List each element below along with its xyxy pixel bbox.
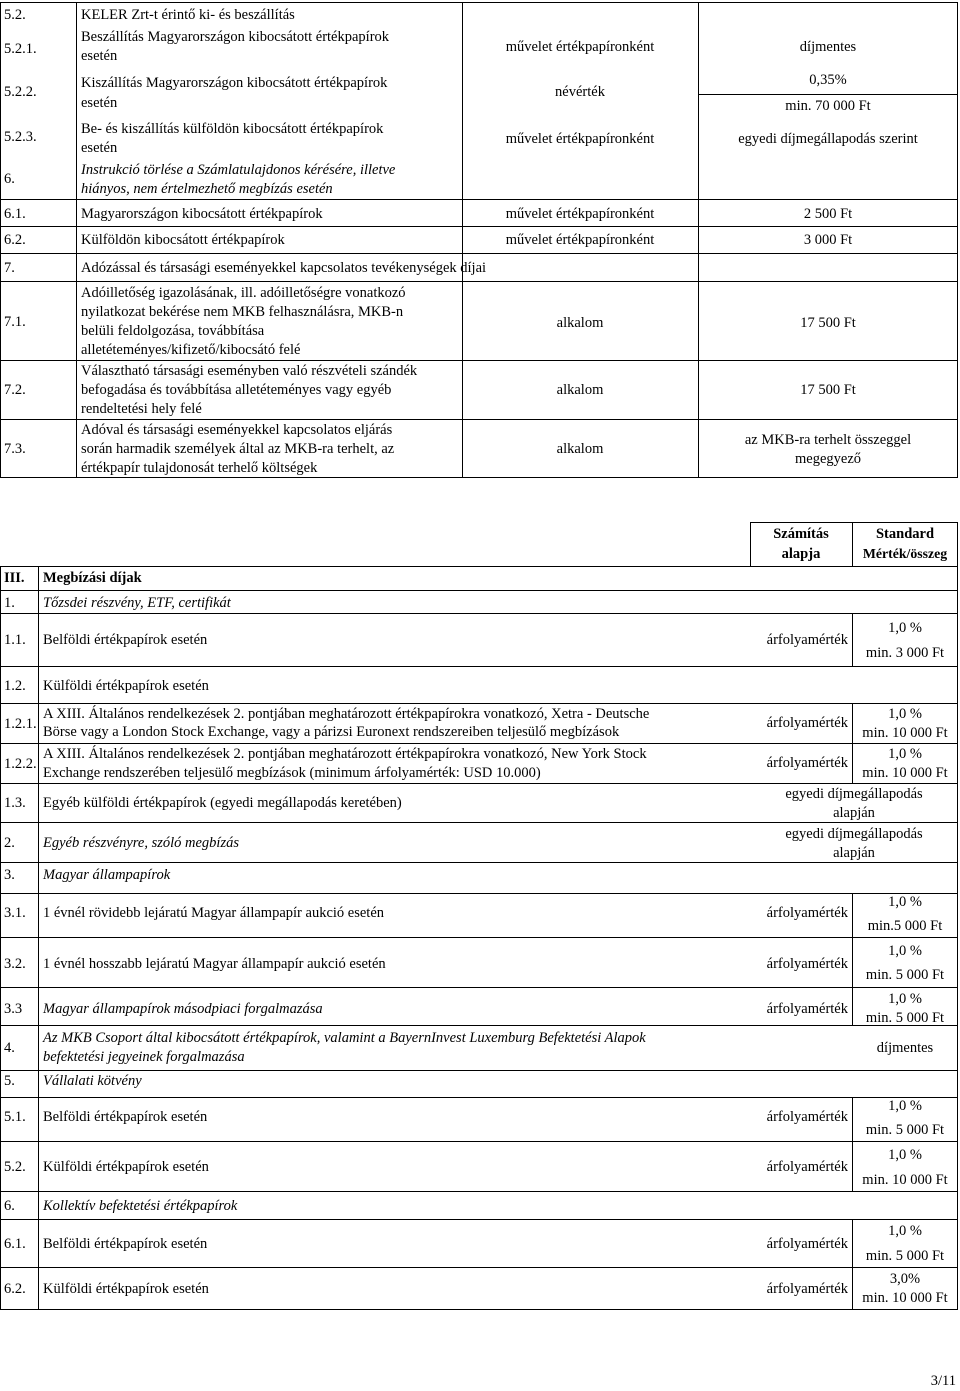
row-rate: 1,0 % [888,706,922,722]
row-title: KELER Zrt-t érintő ki- és beszállítás [81,7,295,23]
row-text: A XIII. Általános rendelkezések 2. pontjában meghatározott értékpapírokra vonatkozó, Xetra - Deutsche [43,706,650,722]
row-rate: 1,0 % [888,746,922,762]
row-text: Külföldi értékpapírok esetén [43,678,209,694]
row-number: 5.2. [4,1159,26,1175]
row-min: min. 3 000 Ft [865,645,945,661]
column-header-basis: Számítás [773,526,829,542]
row-fee: egyedi díjmegállapodás szerint [738,131,918,147]
row-number: 6.2. [4,232,26,248]
row-number: 1.2.2. [4,756,37,772]
row-text: Kollektív befektetési értékpapírok [43,1198,238,1214]
row-number: 1.2. [4,678,26,694]
row-fee: az MKB-ra terhelt összeggel [744,432,912,448]
row-rate: 1,0 % [888,1147,922,1163]
row-value: egyedi díjmegállapodás [785,786,923,802]
row-basis: árfolyamérték [766,632,848,648]
row-fee: 17 500 Ft [800,315,856,331]
row-text: nyilatkozat bekérése nem MKB felhasználásra, MKB-n [81,304,404,320]
row-basis: művelet értékpapíronként [505,206,655,222]
row-min: min. 10 000 Ft [862,1290,948,1306]
row-basis: árfolyamérték [766,1001,848,1017]
row-number: 1.2.1. [4,716,37,732]
row-text: Magyar állampapírok másodpiaci forgalmazása [43,1001,323,1017]
row-number: 6.2. [4,1281,26,1297]
row-text: Választható társasági eseményben való részvételi szándék [81,363,418,379]
row-basis: árfolyamérték [766,1109,848,1125]
row-text: Egyéb részvényre, szóló megbízás [43,835,239,851]
row-text: Börse vagy a London Stock Exchange, vagy a párizsi Euronext rendszereiben teljesülő megbízások [43,724,620,740]
row-text: befogadása és továbbítása alletéteményes vagy egyéb [81,382,392,398]
row-text: belüli feldolgozása, továbbítása [81,323,265,339]
row-fee: díjmentes [799,39,857,55]
section-title: Megbízási díjak [43,570,142,586]
row-text: esetén [81,140,118,156]
row-basis: árfolyamérték [766,755,848,771]
row-rate: 1,0 % [888,620,922,636]
row-basis: alkalom [556,441,604,457]
row-basis: művelet értékpapíronként [505,232,655,248]
row-number: 1.3. [4,795,26,811]
row-text: Tőzsdei részvény, ETF, certifikát [43,595,231,611]
row-number: 5.2.3. [4,129,37,145]
row-text: Vállalati kötvény [43,1073,142,1089]
row-number: 5.2. [4,7,26,23]
row-number: 5.2.1. [4,41,37,57]
row-min: min. 5 000 Ft [865,1248,945,1264]
row-text: során harmadik személyek által az MKB-ra terhelt, az [81,441,395,457]
row-number: 3.3 [4,1001,23,1017]
row-fee: 2 500 Ft [803,206,853,222]
row-text: Belföldi értékpapírok esetén [43,1236,208,1252]
row-text: Külföldi értékpapírok esetén [43,1281,209,1297]
row-basis: művelet értékpapíronként [505,39,655,55]
row-text: Belföldi értékpapírok esetén [43,632,208,648]
row-text: A XIII. Általános rendelkezések 2. pontjában meghatározott értékpapírokra vonatkozó, New York Stock [43,746,647,762]
column-header-basis: alapja [781,546,821,562]
row-value: alapján [833,845,875,861]
row-text: Adóilletőség igazolásának, ill. adóilletőségre vonatkozó [81,285,406,301]
row-number: 6. [4,1198,15,1214]
row-text: Magyarországon kibocsátott értékpapírok [81,206,323,222]
row-number: 7.3. [4,441,26,457]
row-text: Beszállítás Magyarországon kibocsátott értékpapírok [81,29,390,45]
section-number: III. [4,570,25,586]
row-fee: 0,35% [809,72,847,88]
row-min: min.5 000 Ft [867,918,943,934]
row-number: 3.1. [4,905,26,921]
row-value: alapján [833,805,875,821]
row-rate: 1,0 % [888,943,922,959]
row-text: esetén [81,48,118,64]
row-rate: 1,0 % [888,894,922,910]
row-basis: alkalom [556,382,604,398]
row-rate: 1,0 % [888,1223,922,1239]
column-header-standard: Mérték/összeg [862,546,948,561]
row-min: min. 10 000 Ft [862,725,948,741]
row-basis: árfolyamérték [766,1281,848,1297]
row-fee: megegyező [794,451,862,467]
row-text: Be- és kiszállítás külföldön kibocsátott értékpapírok [81,121,384,137]
row-basis: árfolyamérték [766,956,848,972]
row-text: értékpapír tulajdonosát terhelő költségek [81,460,318,476]
row-text: Az MKB Csoport által kibocsátott értékpapírok, valamint a BayernInvest Luxemburg Befektetési Alapok [43,1030,646,1046]
row-value: díjmentes [876,1040,934,1056]
row-basis: árfolyamérték [766,905,848,921]
row-value: egyedi díjmegállapodás [785,826,923,842]
row-basis: árfolyamérték [766,1236,848,1252]
row-basis: árfolyamérték [766,1159,848,1175]
row-text: Instrukció törlése a Számlatulajdonos kérésére, illetve [81,162,396,178]
row-text: Exchange rendszerében teljesülő megbízások (minimum árfolyamérték: USD 10.000) [43,765,541,781]
row-text: Külföldi értékpapírok esetén [43,1159,209,1175]
row-number: 3. [4,867,15,883]
row-basis: alkalom [556,315,604,331]
row-number: 6.1. [4,1236,26,1252]
row-rate: 3,0% [889,1271,921,1287]
row-text: 1 évnél hosszabb lejáratú Magyar állampapír aukció esetén [43,956,386,972]
row-fee: 17 500 Ft [800,382,856,398]
row-number: 2. [4,835,15,851]
row-text: hiányos, nem értelmezhető megbízás esetén [81,181,333,197]
row-number: 1.1. [4,632,26,648]
row-number: 7.2. [4,382,26,398]
row-text: Belföldi értékpapírok esetén [43,1109,208,1125]
row-fee-min: min. 70 000 Ft [785,98,871,114]
row-rate: 1,0 % [888,991,922,1007]
row-text: esetén [81,95,118,111]
row-min: min. 10 000 Ft [862,1172,948,1188]
row-min: min. 5 000 Ft [865,967,945,983]
row-fee: 3 000 Ft [803,232,853,248]
row-number: 6.1. [4,206,26,222]
row-title: Adózással és társasági eseményekkel kapcsolatos tevékenységek díjai [81,260,487,276]
row-number: 5. [4,1073,15,1089]
row-min: min. 5 000 Ft [865,1122,945,1138]
row-number: 7. [4,260,15,276]
row-text: Magyar állampapírok [43,867,171,883]
row-text: 1 évnél rövidebb lejáratú Magyar állampapír aukció esetén [43,905,385,921]
row-number: 1. [4,595,15,611]
row-number: 5.1. [4,1109,26,1125]
column-header-standard: Standard [875,526,935,542]
row-number: 3.2. [4,956,26,972]
row-text: Adóval és társasági eseményekkel kapcsolatos eljárás [81,422,393,438]
row-rate: 1,0 % [888,1098,922,1114]
row-number: 7.1. [4,314,26,330]
row-text: befektetési jegyeinek forgalmazása [43,1049,245,1065]
row-text: alletéteményes/kifizető/kibocsátó felé [81,342,301,358]
row-basis: névérték [555,84,605,100]
row-text: Kiszállítás Magyarországon kibocsátott értékpapírok [81,75,388,91]
row-basis: árfolyamérték [766,715,848,731]
row-number: 5.2.2. [4,84,37,100]
row-text: rendeltetési hely felé [81,401,202,417]
row-text: Egyéb külföldi értékpapírok (egyedi megállapodás keretében) [43,795,402,811]
row-min: min. 5 000 Ft [865,1010,945,1026]
row-number: 4. [4,1040,15,1056]
row-text: Külföldön kibocsátott értékpapírok [81,232,285,248]
row-basis: művelet értékpapíronként [505,131,655,147]
page-number: 3/11 [930,1373,956,1389]
row-min: min. 10 000 Ft [862,765,948,781]
row-number: 6. [4,171,15,187]
